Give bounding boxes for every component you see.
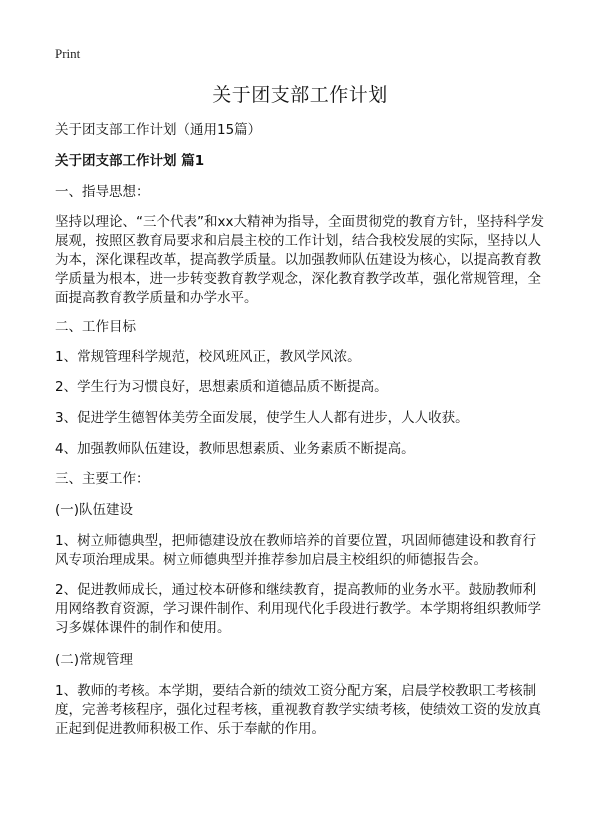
goal-item-3: 3、促进学生德智体美劳全面发展，使学生人人都有进步，人人收获。 [55, 410, 469, 426]
heading-main-work: 三、主要工作： [55, 471, 150, 487]
heading-work-goals: 二、工作目标 [55, 319, 136, 335]
subheading-routine-management: (二)常规管理 [55, 652, 134, 668]
document-title: 关于团支部工作计划 [212, 84, 388, 106]
goal-item-4: 4、加强教师队伍建设，教师思想素质、业务素质不断提高。 [55, 441, 415, 457]
paragraph-teacher-assessment: 1、教师的考核。本学期，要结合新的绩效工资分配方案，启晨学校教职工考核制度，完善考核程序，强化过程考核，重视教育教学实绩考核，使绩效工资的发放真正起到促进教师积极工作、乐于奉献的作用。 [55, 683, 541, 737]
paragraph-team-building-1: 1、树立师德典型，把师德建设放在教师培养的首要位置，巩固师德建设和教育行风专项治理成果。树立师德典型并推荐参加启晨主校组织的师德报告会。 [55, 533, 537, 568]
subheading-team-building: (一)队伍建设 [55, 502, 134, 518]
goal-item-2: 2、学生行为习惯良好，思想素质和道德品质不断提高。 [55, 379, 388, 395]
paragraph-team-building-2: 2、促进教师成长，通过校本研修和继续教育，提高教师的业务水平。鼓励教师利用网络教育资源，学习课件制作、利用现代化手段进行教学。本学期将组织教师学习多媒体课件的制作和使用。 [55, 582, 541, 636]
print-label: Print [55, 46, 81, 61]
heading-guiding-ideology: 一、指导思想： [55, 184, 150, 200]
section-heading: 关于团支部工作计划 篇1 [55, 153, 205, 169]
document-subtitle: 关于团支部工作计划（通用15篇） [55, 122, 262, 138]
paragraph-guiding-ideology: 坚持以理论、“三个代表”和xx大精神为指导，全面贯彻党的教育方针，坚持科学发展观，按照区教育局要求和启晨主校的工作计划，结合我校发展的实际，坚持以人为本，深化课程改革，提高教学质量。以加强教师队伍建设为核心，以提高教育教学质量为根本，进一步转变教育教学观念，深化教育教学改革，强化常规管理，全面提高教育教学质量和办学水平。 [55, 214, 544, 306]
goal-item-1: 1、常规管理科学规范，校风班风正，教风学风浓。 [55, 349, 361, 365]
